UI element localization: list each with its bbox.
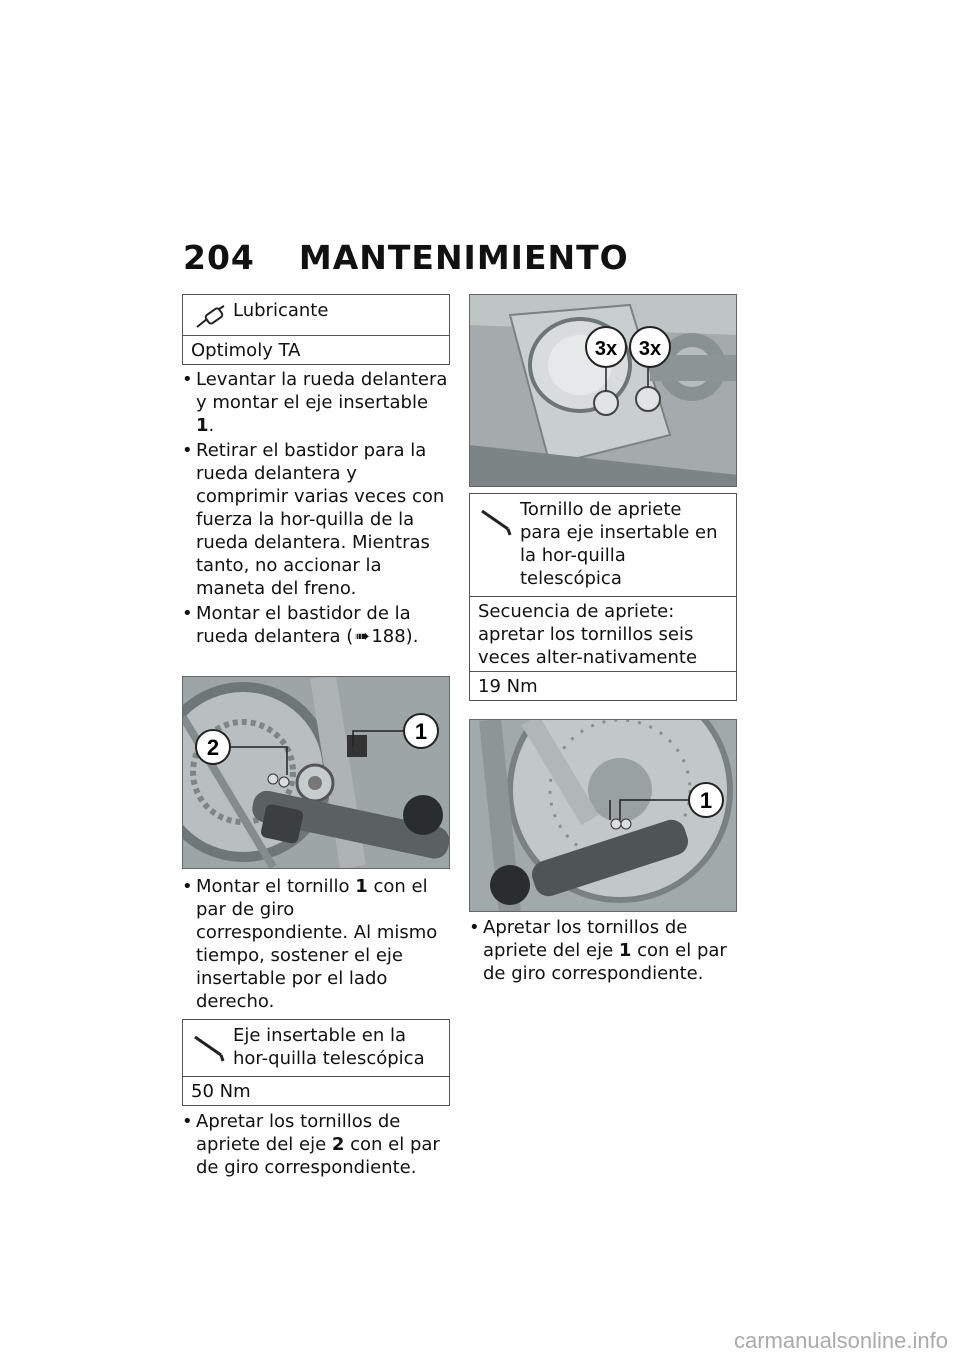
lubricant-title: Lubricante	[233, 300, 329, 321]
lubricant-value: Optimoly TA	[183, 335, 449, 364]
torque-sequence: Secuencia de apriete: apretar los tornillos seis veces alter-nativamente	[470, 596, 736, 671]
callout-1: 1	[414, 719, 428, 744]
torque-wrench-icon	[193, 1030, 229, 1062]
list-item: • Apretar los tornillos de apriete del eje 2 con el par de giro correspondiente.	[182, 1110, 450, 1179]
torque-title: Eje insertable en la hor-quilla telescópica	[233, 1025, 425, 1069]
photo-clamp-bolts	[469, 294, 737, 487]
list-item: • Montar el tornillo 1 con el par de giro correspondiente. Al mismo tiempo, sostener el eje insertable por el lado derecho.	[182, 875, 450, 1013]
lubricant-box	[182, 294, 450, 365]
callout-2: 2	[206, 735, 220, 760]
list-item: • Apretar los tornillos de apriete del eje 1 con el par de giro correspondiente.	[469, 916, 737, 985]
torque-box-clamp	[469, 493, 737, 701]
page-title: MANTENIMIENTO	[298, 238, 629, 277]
right-column	[469, 294, 737, 987]
callout-3x-right: 3x	[638, 338, 662, 360]
list-item: • Levantar la rueda delantera y montar el eje insertable 1.	[182, 368, 450, 437]
page-header	[183, 238, 629, 277]
torque-wrench-icon	[480, 504, 516, 536]
photo-front-axle-left	[182, 676, 450, 869]
torque-value: 50 Nm	[183, 1076, 449, 1105]
list-item: • Retirar el bastidor para la rueda delantera y comprimir varias veces con fuerza la hor-quilla de la rueda delantera. Mientras tanto, no accionar la maneta del freno.	[182, 439, 450, 600]
torque-value: 19 Nm	[470, 671, 736, 700]
grease-gun-icon	[193, 305, 229, 331]
page-ref-arrow-icon: ➠	[354, 626, 370, 647]
torque-box-axle	[182, 1019, 450, 1106]
watermark: carmanualsonline.info	[733, 1328, 948, 1353]
list-item: • Montar el bastidor de la rueda delantera (➠188).	[182, 602, 450, 648]
torque-title: Tornillo de apriete para eje insertable en la hor-quilla telescópica	[520, 499, 718, 589]
photo-front-axle-right	[469, 719, 737, 912]
page-number: 204	[183, 238, 255, 277]
left-column	[182, 294, 450, 1181]
callout-1: 1	[699, 788, 713, 813]
callout-3x-left: 3x	[594, 338, 618, 360]
